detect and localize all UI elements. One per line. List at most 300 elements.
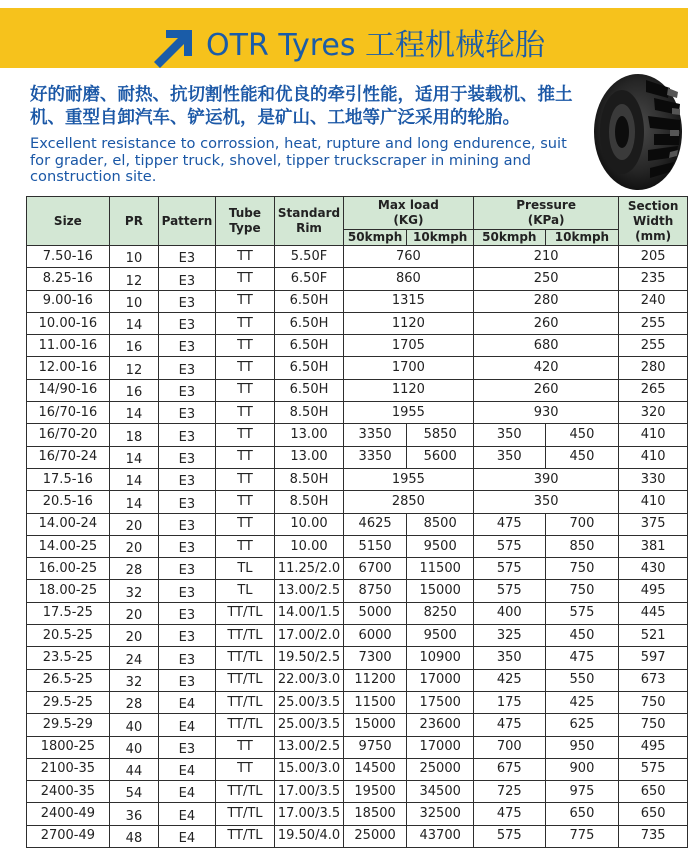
cell-pressure-50kmph: 425 [473,669,545,691]
cell-max-load-50kmph: 19500 [343,781,407,803]
cell-max-load: 1315 [343,290,473,312]
cell-standard-rim: 6.50H [275,357,344,379]
cell-section-width: 650 [619,781,688,803]
cell-section-width: 575 [619,758,688,780]
cell-max-load-50kmph: 18500 [343,803,407,825]
cell-pr: 18 [109,424,158,446]
cell-tube-type: TT [215,736,275,758]
cell-standard-rim: 17.00/3.5 [275,781,344,803]
cell-pr: 16 [109,379,158,401]
tyre-spec-table [26,196,688,848]
cell-standard-rim: 6.50H [275,312,344,334]
cell-section-width: 445 [619,602,688,624]
cell-section-width: 410 [619,446,688,468]
cell-section-width: 265 [619,379,688,401]
cell-max-load-50kmph: 5000 [343,602,407,624]
header-section-width-unit: (mm) [635,228,672,243]
cell-max-load: 2850 [343,491,473,513]
cell-max-load: 1120 [343,312,473,334]
table-row [27,825,688,847]
cell-pressure-10kmph: 550 [545,669,619,691]
cell-standard-rim: 5.50F [275,246,344,268]
cell-max-load-50kmph: 14500 [343,758,407,780]
table-row [27,246,688,268]
cell-pattern: E3 [159,246,216,268]
cell-size: 2400-49 [27,803,110,825]
table-row [27,758,688,780]
cell-size: 1800-25 [27,736,110,758]
cell-pr: 36 [109,803,158,825]
cell-section-width: 205 [619,246,688,268]
cell-tube-type: TT [215,312,275,334]
cell-tube-type: TT [215,357,275,379]
cell-standard-rim: 8.50H [275,491,344,513]
cell-tube-type: TT [215,290,275,312]
cell-size: 29.5-29 [27,714,110,736]
cell-pressure-10kmph: 450 [545,446,619,468]
header-max-load [343,197,473,230]
cell-tube-type: TT [215,335,275,357]
cell-pressure-50kmph: 475 [473,513,545,535]
cell-pattern: E4 [159,691,216,713]
cell-pattern: E4 [159,714,216,736]
cell-size: 26.5-25 [27,669,110,691]
table-row [27,602,688,624]
cell-pressure: 210 [473,246,618,268]
header-standard-rim: Standard Rim [275,197,344,246]
cell-section-width: 430 [619,558,688,580]
cell-pressure-50kmph: 325 [473,625,545,647]
cell-pressure-50kmph: 350 [473,647,545,669]
header-pressure-10kmph: 10kmph [545,230,619,246]
cell-standard-rim: 6.50H [275,335,344,357]
header-size: Size [27,197,110,246]
cell-max-load: 1700 [343,357,473,379]
table-row [27,491,688,513]
cell-max-load: 760 [343,246,473,268]
cell-size: 18.00-25 [27,580,110,602]
description-english: Excellent resistance to corrossion, heat, rupture and long endurence, suit for grader, el, tipper truck, shovel, tipper truckscraper in mining and construction site. [30,135,567,185]
cell-size: 23.5-25 [27,647,110,669]
cell-pressure-10kmph: 900 [545,758,619,780]
cell-standard-rim: 19.50/4.0 [275,825,344,847]
cell-standard-rim: 25.00/3.5 [275,691,344,713]
cell-standard-rim: 6.50H [275,379,344,401]
cell-section-width: 735 [619,825,688,847]
cell-max-load-10kmph: 32500 [407,803,474,825]
cell-max-load-50kmph: 6700 [343,558,407,580]
cell-max-load-10kmph: 17500 [407,691,474,713]
cell-max-load-10kmph: 10900 [407,647,474,669]
cell-pr: 12 [109,357,158,379]
table-row [27,290,688,312]
cell-tube-type: TT [215,491,275,513]
cell-size: 16/70-24 [27,446,110,468]
cell-size: 14.00-24 [27,513,110,535]
cell-tube-type: TT [215,379,275,401]
cell-pressure-10kmph: 750 [545,558,619,580]
cell-section-width: 255 [619,335,688,357]
cell-max-load-10kmph: 9500 [407,535,474,557]
cell-pressure: 930 [473,402,618,424]
cell-section-width: 235 [619,268,688,290]
cell-pressure-50kmph: 700 [473,736,545,758]
table-row [27,402,688,424]
cell-pr: 16 [109,335,158,357]
cell-pressure-10kmph: 625 [545,714,619,736]
cell-pattern: E3 [159,625,216,647]
cell-standard-rim: 19.50/2.5 [275,647,344,669]
table-row [27,424,688,446]
cell-pressure-10kmph: 850 [545,535,619,557]
cell-pattern: E3 [159,468,216,490]
cell-max-load-10kmph: 43700 [407,825,474,847]
table-row [27,446,688,468]
cell-standard-rim: 17.00/2.0 [275,625,344,647]
cell-pr: 20 [109,513,158,535]
cell-max-load: 1705 [343,335,473,357]
header-pattern: Pattern [159,197,216,246]
cell-pr: 28 [109,558,158,580]
cell-pattern: E3 [159,290,216,312]
cell-max-load-50kmph: 5150 [343,535,407,557]
cell-max-load-50kmph: 11500 [343,691,407,713]
cell-max-load-50kmph: 3350 [343,446,407,468]
cell-pr: 54 [109,781,158,803]
cell-standard-rim: 14.00/1.5 [275,602,344,624]
cell-tube-type: TT [215,513,275,535]
cell-pr: 40 [109,736,158,758]
cell-section-width: 330 [619,468,688,490]
cell-pattern: E4 [159,781,216,803]
cell-size: 11.00-16 [27,335,110,357]
cell-pr: 24 [109,647,158,669]
cell-max-load-50kmph: 7300 [343,647,407,669]
cell-pressure-10kmph: 700 [545,513,619,535]
cell-pr: 14 [109,491,158,513]
table-row [27,625,688,647]
cell-pattern: E3 [159,580,216,602]
header-load-50kmph: 50kmph [343,230,407,246]
cell-pr: 14 [109,312,158,334]
cell-section-width: 673 [619,669,688,691]
cell-max-load-50kmph: 25000 [343,825,407,847]
cell-size: 2700-49 [27,825,110,847]
cell-standard-rim: 6.50H [275,290,344,312]
cell-pressure-10kmph: 575 [545,602,619,624]
cell-pressure-10kmph: 475 [545,647,619,669]
cell-standard-rim: 22.00/3.0 [275,669,344,691]
cell-standard-rim: 17.00/3.5 [275,803,344,825]
cell-section-width: 750 [619,691,688,713]
cell-pressure-50kmph: 575 [473,535,545,557]
cell-size: 16/70-20 [27,424,110,446]
table-row [27,268,688,290]
cell-pattern: E3 [159,535,216,557]
cell-pr: 44 [109,758,158,780]
cell-max-load-50kmph: 6000 [343,625,407,647]
cell-pr: 48 [109,825,158,847]
cell-pattern: E4 [159,758,216,780]
cell-max-load-10kmph: 8500 [407,513,474,535]
cell-standard-rim: 6.50F [275,268,344,290]
cell-tube-type: TT/TL [215,825,275,847]
cell-tube-type: TT [215,535,275,557]
cell-pattern: E3 [159,379,216,401]
tyre-spec-body [27,246,688,848]
table-row [27,691,688,713]
header-section-width [619,197,688,246]
cell-pressure: 250 [473,268,618,290]
cell-tube-type: TT [215,446,275,468]
cell-pr: 40 [109,714,158,736]
cell-section-width: 375 [619,513,688,535]
cell-max-load-10kmph: 17000 [407,736,474,758]
cell-standard-rim: 13.00 [275,424,344,446]
table-row [27,379,688,401]
cell-max-load-10kmph: 5850 [407,424,474,446]
table-row [27,781,688,803]
cell-tube-type: TT [215,246,275,268]
cell-pressure-50kmph: 575 [473,825,545,847]
table-row [27,468,688,490]
cell-pr: 20 [109,535,158,557]
cell-pressure: 260 [473,312,618,334]
cell-pressure: 390 [473,468,618,490]
cell-tube-type: TT/TL [215,647,275,669]
cell-size: 2100-35 [27,758,110,780]
cell-pattern: E3 [159,602,216,624]
cell-section-width: 410 [619,424,688,446]
cell-pr: 32 [109,580,158,602]
cell-section-width: 255 [619,312,688,334]
cell-pressure-10kmph: 975 [545,781,619,803]
title-banner [0,8,688,68]
cell-tube-type: TT [215,424,275,446]
cell-pressure-10kmph: 650 [545,803,619,825]
cell-pr: 20 [109,602,158,624]
cell-pressure-10kmph: 425 [545,691,619,713]
cell-pr: 14 [109,446,158,468]
cell-max-load-50kmph: 11200 [343,669,407,691]
cell-pressure: 280 [473,290,618,312]
cell-section-width: 750 [619,714,688,736]
cell-size: 9.00-16 [27,290,110,312]
cell-standard-rim: 11.25/2.0 [275,558,344,580]
cell-pressure-10kmph: 450 [545,424,619,446]
cell-pr: 10 [109,246,158,268]
header-max-load-unit: (KG) [393,213,424,227]
table-row [27,647,688,669]
cell-section-width: 495 [619,580,688,602]
cell-pressure-10kmph: 775 [545,825,619,847]
cell-size: 17.5-16 [27,468,110,490]
header-section-width-label: Section Width [627,198,679,228]
cell-pattern: E3 [159,513,216,535]
cell-section-width: 320 [619,402,688,424]
cell-section-width: 650 [619,803,688,825]
cell-pressure-50kmph: 175 [473,691,545,713]
cell-pattern: E3 [159,669,216,691]
cell-max-load-50kmph: 8750 [343,580,407,602]
cell-pattern: E4 [159,803,216,825]
cell-pattern: E3 [159,312,216,334]
cell-max-load-10kmph: 23600 [407,714,474,736]
header-pressure-label: Pressure [516,198,576,212]
cell-pattern: E3 [159,647,216,669]
diagonal-arrow-icon [148,22,194,68]
cell-pr: 14 [109,402,158,424]
table-row [27,513,688,535]
cell-max-load-10kmph: 17000 [407,669,474,691]
cell-pressure-50kmph: 725 [473,781,545,803]
cell-tube-type: TL [215,580,275,602]
cell-standard-rim: 13.00/2.5 [275,580,344,602]
cell-standard-rim: 8.50H [275,468,344,490]
table-row [27,803,688,825]
cell-pressure-50kmph: 400 [473,602,545,624]
cell-tube-type: TT/TL [215,781,275,803]
cell-size: 20.5-25 [27,625,110,647]
cell-pattern: E3 [159,424,216,446]
table-row [27,535,688,557]
table-row [27,736,688,758]
cell-max-load-50kmph: 4625 [343,513,407,535]
table-row [27,580,688,602]
cell-tube-type: TT [215,268,275,290]
cell-pattern: E3 [159,446,216,468]
cell-standard-rim: 10.00 [275,535,344,557]
cell-tube-type: TT/TL [215,602,275,624]
cell-max-load: 1955 [343,468,473,490]
cell-pr: 28 [109,691,158,713]
top-strip [0,0,688,8]
header-pr: PR [109,197,158,246]
cell-size: 29.5-25 [27,691,110,713]
cell-section-width: 495 [619,736,688,758]
header-pressure [473,197,618,230]
cell-max-load-50kmph: 15000 [343,714,407,736]
cell-pressure-50kmph: 575 [473,558,545,580]
cell-size: 14.00-25 [27,535,110,557]
cell-max-load-10kmph: 25000 [407,758,474,780]
cell-max-load-50kmph: 3350 [343,424,407,446]
cell-pressure-50kmph: 350 [473,424,545,446]
cell-pr: 32 [109,669,158,691]
cell-section-width: 521 [619,625,688,647]
cell-pressure-50kmph: 575 [473,580,545,602]
cell-pressure-50kmph: 675 [473,758,545,780]
description-chinese: 好的耐磨、耐热、抗切割性能和优良的牵引性能，适用于装载机、推土机、重型自卸汽车、铲运机，是矿山、工地等广泛采用的轮胎。 [30,85,573,128]
cell-max-load: 1120 [343,379,473,401]
cell-size: 16.00-25 [27,558,110,580]
cell-tube-type: TT/TL [215,669,275,691]
cell-size: 7.50-16 [27,246,110,268]
page-title: OTR Tyres 工程机械轮胎 [206,28,546,63]
cell-max-load-10kmph: 11500 [407,558,474,580]
cell-standard-rim: 13.00/2.5 [275,736,344,758]
cell-section-width: 381 [619,535,688,557]
cell-tube-type: TT/TL [215,714,275,736]
cell-section-width: 410 [619,491,688,513]
cell-pattern: E4 [159,825,216,847]
cell-tube-type: TT [215,402,275,424]
cell-standard-rim: 15.00/3.0 [275,758,344,780]
cell-tube-type: TT [215,468,275,490]
cell-standard-rim: 8.50H [275,402,344,424]
cell-max-load-10kmph: 5600 [407,446,474,468]
cell-pressure-10kmph: 450 [545,625,619,647]
cell-section-width: 280 [619,357,688,379]
cell-max-load-10kmph: 34500 [407,781,474,803]
cell-pattern: E3 [159,357,216,379]
cell-max-load: 1955 [343,402,473,424]
cell-pattern: E3 [159,736,216,758]
cell-pattern: E3 [159,402,216,424]
cell-pressure: 420 [473,357,618,379]
cell-standard-rim: 25.00/3.5 [275,714,344,736]
cell-tube-type: TT/TL [215,625,275,647]
table-row [27,335,688,357]
cell-size: 12.00-16 [27,357,110,379]
cell-pattern: E3 [159,268,216,290]
table-row [27,714,688,736]
header-load-10kmph: 10kmph [407,230,474,246]
cell-pattern: E3 [159,558,216,580]
cell-pressure: 350 [473,491,618,513]
cell-pattern: E3 [159,335,216,357]
cell-pressure-10kmph: 950 [545,736,619,758]
header-tube-type: Tube Type [215,197,275,246]
cell-max-load-50kmph: 9750 [343,736,407,758]
cell-size: 17.5-25 [27,602,110,624]
cell-size: 14/90-16 [27,379,110,401]
table-row [27,312,688,334]
cell-size: 16/70-16 [27,402,110,424]
cell-pressure-10kmph: 750 [545,580,619,602]
cell-pressure-50kmph: 475 [473,803,545,825]
cell-pressure-50kmph: 350 [473,446,545,468]
cell-pressure: 260 [473,379,618,401]
cell-max-load: 860 [343,268,473,290]
cell-max-load-10kmph: 9500 [407,625,474,647]
cell-pressure-50kmph: 475 [473,714,545,736]
cell-tube-type: TT/TL [215,691,275,713]
cell-pr: 14 [109,468,158,490]
cell-tube-type: TT/TL [215,803,275,825]
cell-size: 10.00-16 [27,312,110,334]
cell-tube-type: TT [215,758,275,780]
table-row [27,669,688,691]
cell-tube-type: TL [215,558,275,580]
cell-pressure: 680 [473,335,618,357]
cell-section-width: 597 [619,647,688,669]
cell-size: 8.25-16 [27,268,110,290]
header-pressure-unit: (KPa) [527,213,565,227]
cell-section-width: 240 [619,290,688,312]
table-row [27,558,688,580]
cell-pr: 12 [109,268,158,290]
cell-size: 2400-35 [27,781,110,803]
cell-size: 20.5-16 [27,491,110,513]
cell-standard-rim: 10.00 [275,513,344,535]
header-pressure-50kmph: 50kmph [473,230,545,246]
cell-max-load-10kmph: 8250 [407,602,474,624]
cell-max-load-10kmph: 15000 [407,580,474,602]
header-max-load-label: Max load [377,198,439,212]
table-row [27,357,688,379]
tyre-image [584,70,684,192]
